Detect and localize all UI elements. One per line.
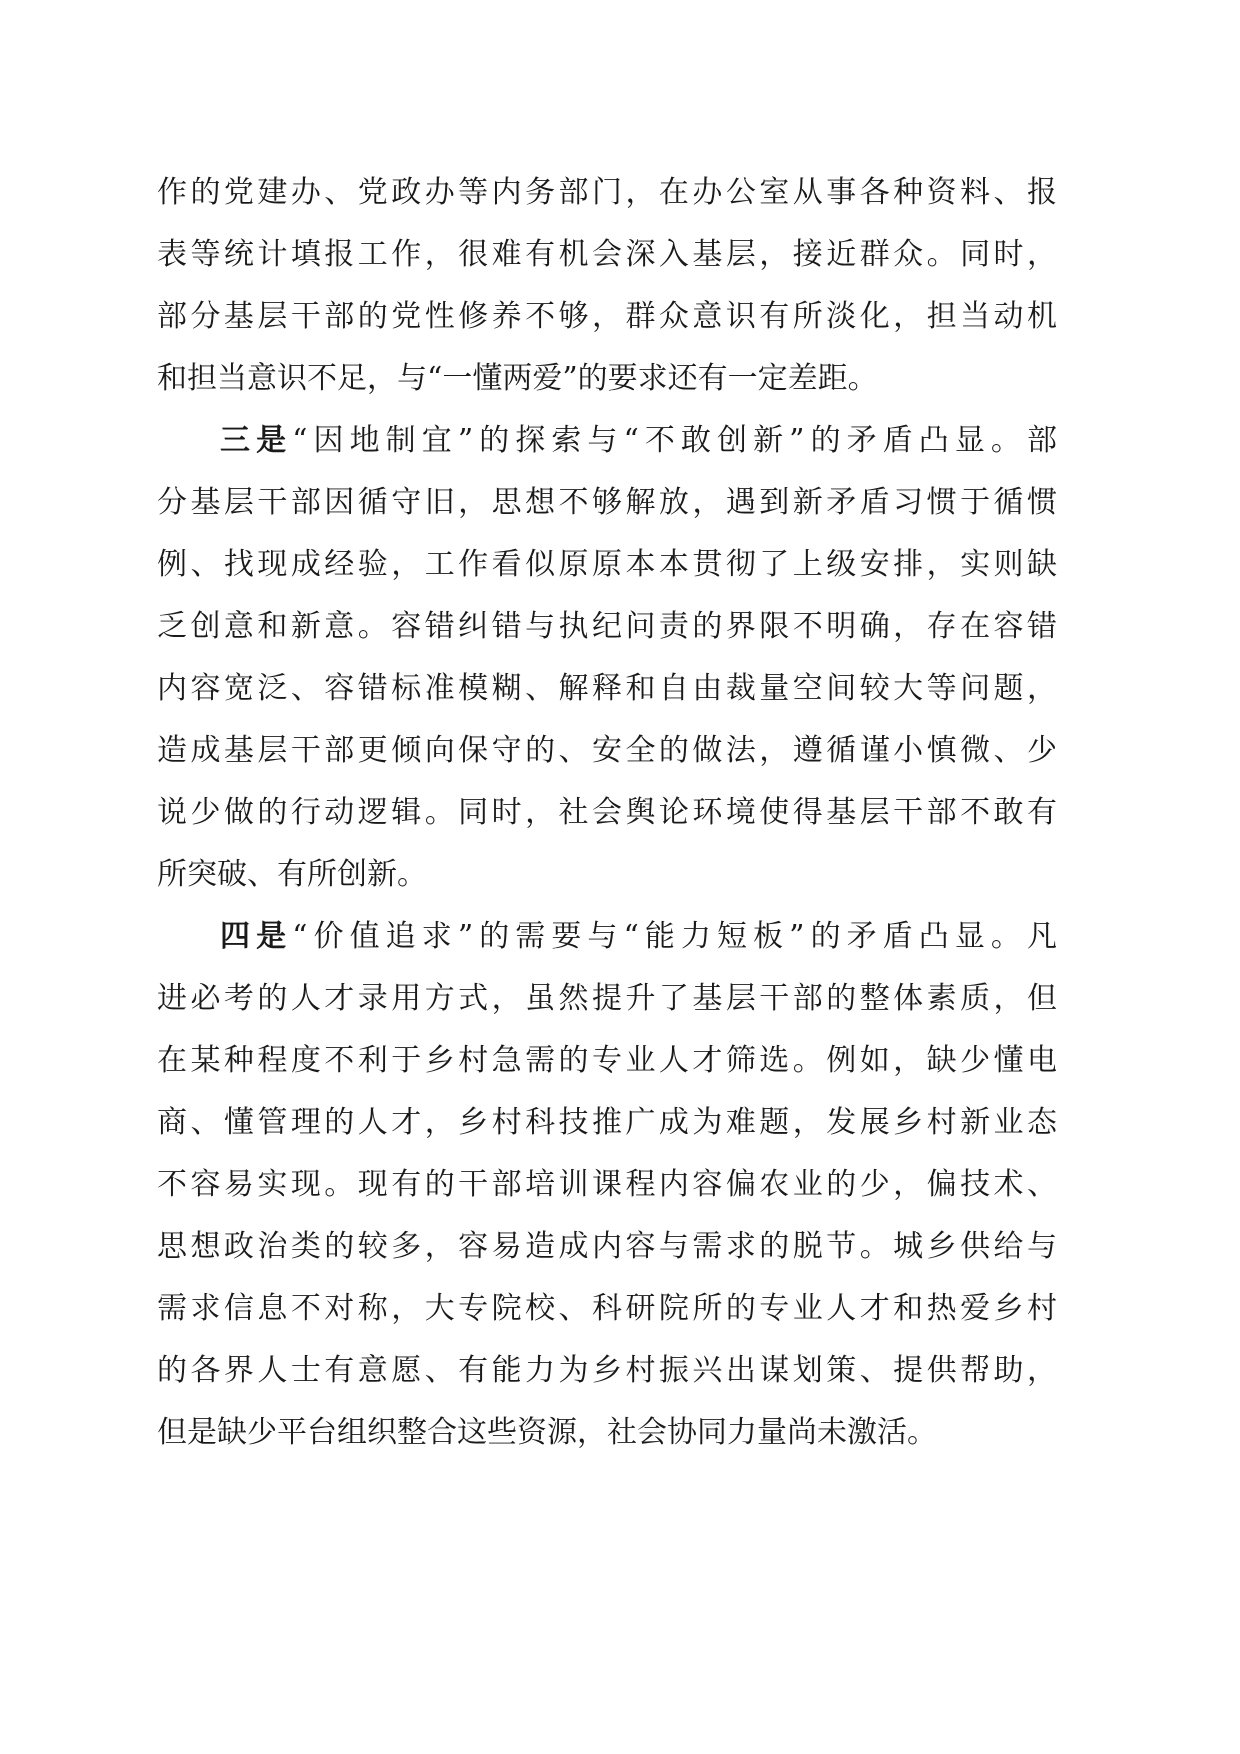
- paragraph-2-line-3: 例、找现成经验，工作看似原原本本贯彻了上级安排，实则缺: [157, 547, 1057, 582]
- paragraph-3-line-1: [220, 907, 1057, 967]
- paragraph-3-line-5: 不容易实现。现有的干部培训课程内容偏农业的少，偏技术、: [157, 1167, 1057, 1202]
- paragraph-2-line-2: 分基层干部因循守旧，思想不够解放，遇到新矛盾习惯于循惯: [157, 485, 1057, 520]
- paragraph-3-line-9: 但是缺少平台组织整合这些资源，社会协同力量尚未激活。: [157, 1415, 937, 1450]
- paragraph-3-line-7: 需求信息不对称，大专院校、科研院所的专业人才和热爱乡村: [157, 1291, 1057, 1326]
- paragraph-2-line-5: 内容宽泛、容错标准模糊、解释和自由裁量空间较大等问题，: [157, 671, 1057, 706]
- paragraph-3-line-1-text: “价值追求”的需要与“能力短板”的矛盾凸显。凡: [292, 919, 1057, 954]
- paragraph-2-line-4: 乏创意和新意。容错纠错与执纪问责的界限不明确，存在容错: [157, 609, 1057, 644]
- paragraph-3-line-3: 在某种程度不利于乡村急需的专业人才筛选。例如，缺少懂电: [157, 1043, 1057, 1078]
- paragraph-2-line-1-text: “因地制宜”的探索与“不敢创新”的矛盾凸显。部: [292, 423, 1057, 458]
- paragraph-2-lead: 三是: [220, 423, 293, 458]
- paragraph-1-line-4: 和担当意识不足，与“一懂两爱”的要求还有一定差距。: [157, 361, 878, 396]
- paragraph-3-line-2: 进必考的人才录用方式，虽然提升了基层干部的整体素质，但: [157, 981, 1057, 1016]
- paragraph-3-line-8: 的各界人士有意愿、有能力为乡村振兴出谋划策、提供帮助，: [157, 1353, 1057, 1388]
- paragraph-3-lead: 四是: [220, 919, 293, 954]
- paragraph-1-line-3: 部分基层干部的党性修养不够，群众意识有所淡化，担当动机: [157, 299, 1057, 334]
- paragraph-1-line-1: 作的党建办、党政办等内务部门，在办公室从事各种资料、报: [157, 175, 1057, 210]
- paragraph-3-line-6: 思想政治类的较多，容易造成内容与需求的脱节。城乡供给与: [157, 1229, 1057, 1264]
- paragraph-3-line-4: 商、懂管理的人才，乡村科技推广成为难题，发展乡村新业态: [157, 1105, 1057, 1140]
- paragraph-1-line-2: 表等统计填报工作，很难有机会深入基层，接近群众。同时，: [157, 237, 1057, 272]
- paragraph-2-line-6: 造成基层干部更倾向保守的、安全的做法，遵循谨小慎微、少: [157, 733, 1057, 768]
- paragraph-2-line-7: 说少做的行动逻辑。同时，社会舆论环境使得基层干部不敢有: [157, 795, 1057, 830]
- paragraph-2-line-8: 所突破、有所创新。: [157, 857, 427, 892]
- paragraph-2-line-1: [220, 411, 1057, 471]
